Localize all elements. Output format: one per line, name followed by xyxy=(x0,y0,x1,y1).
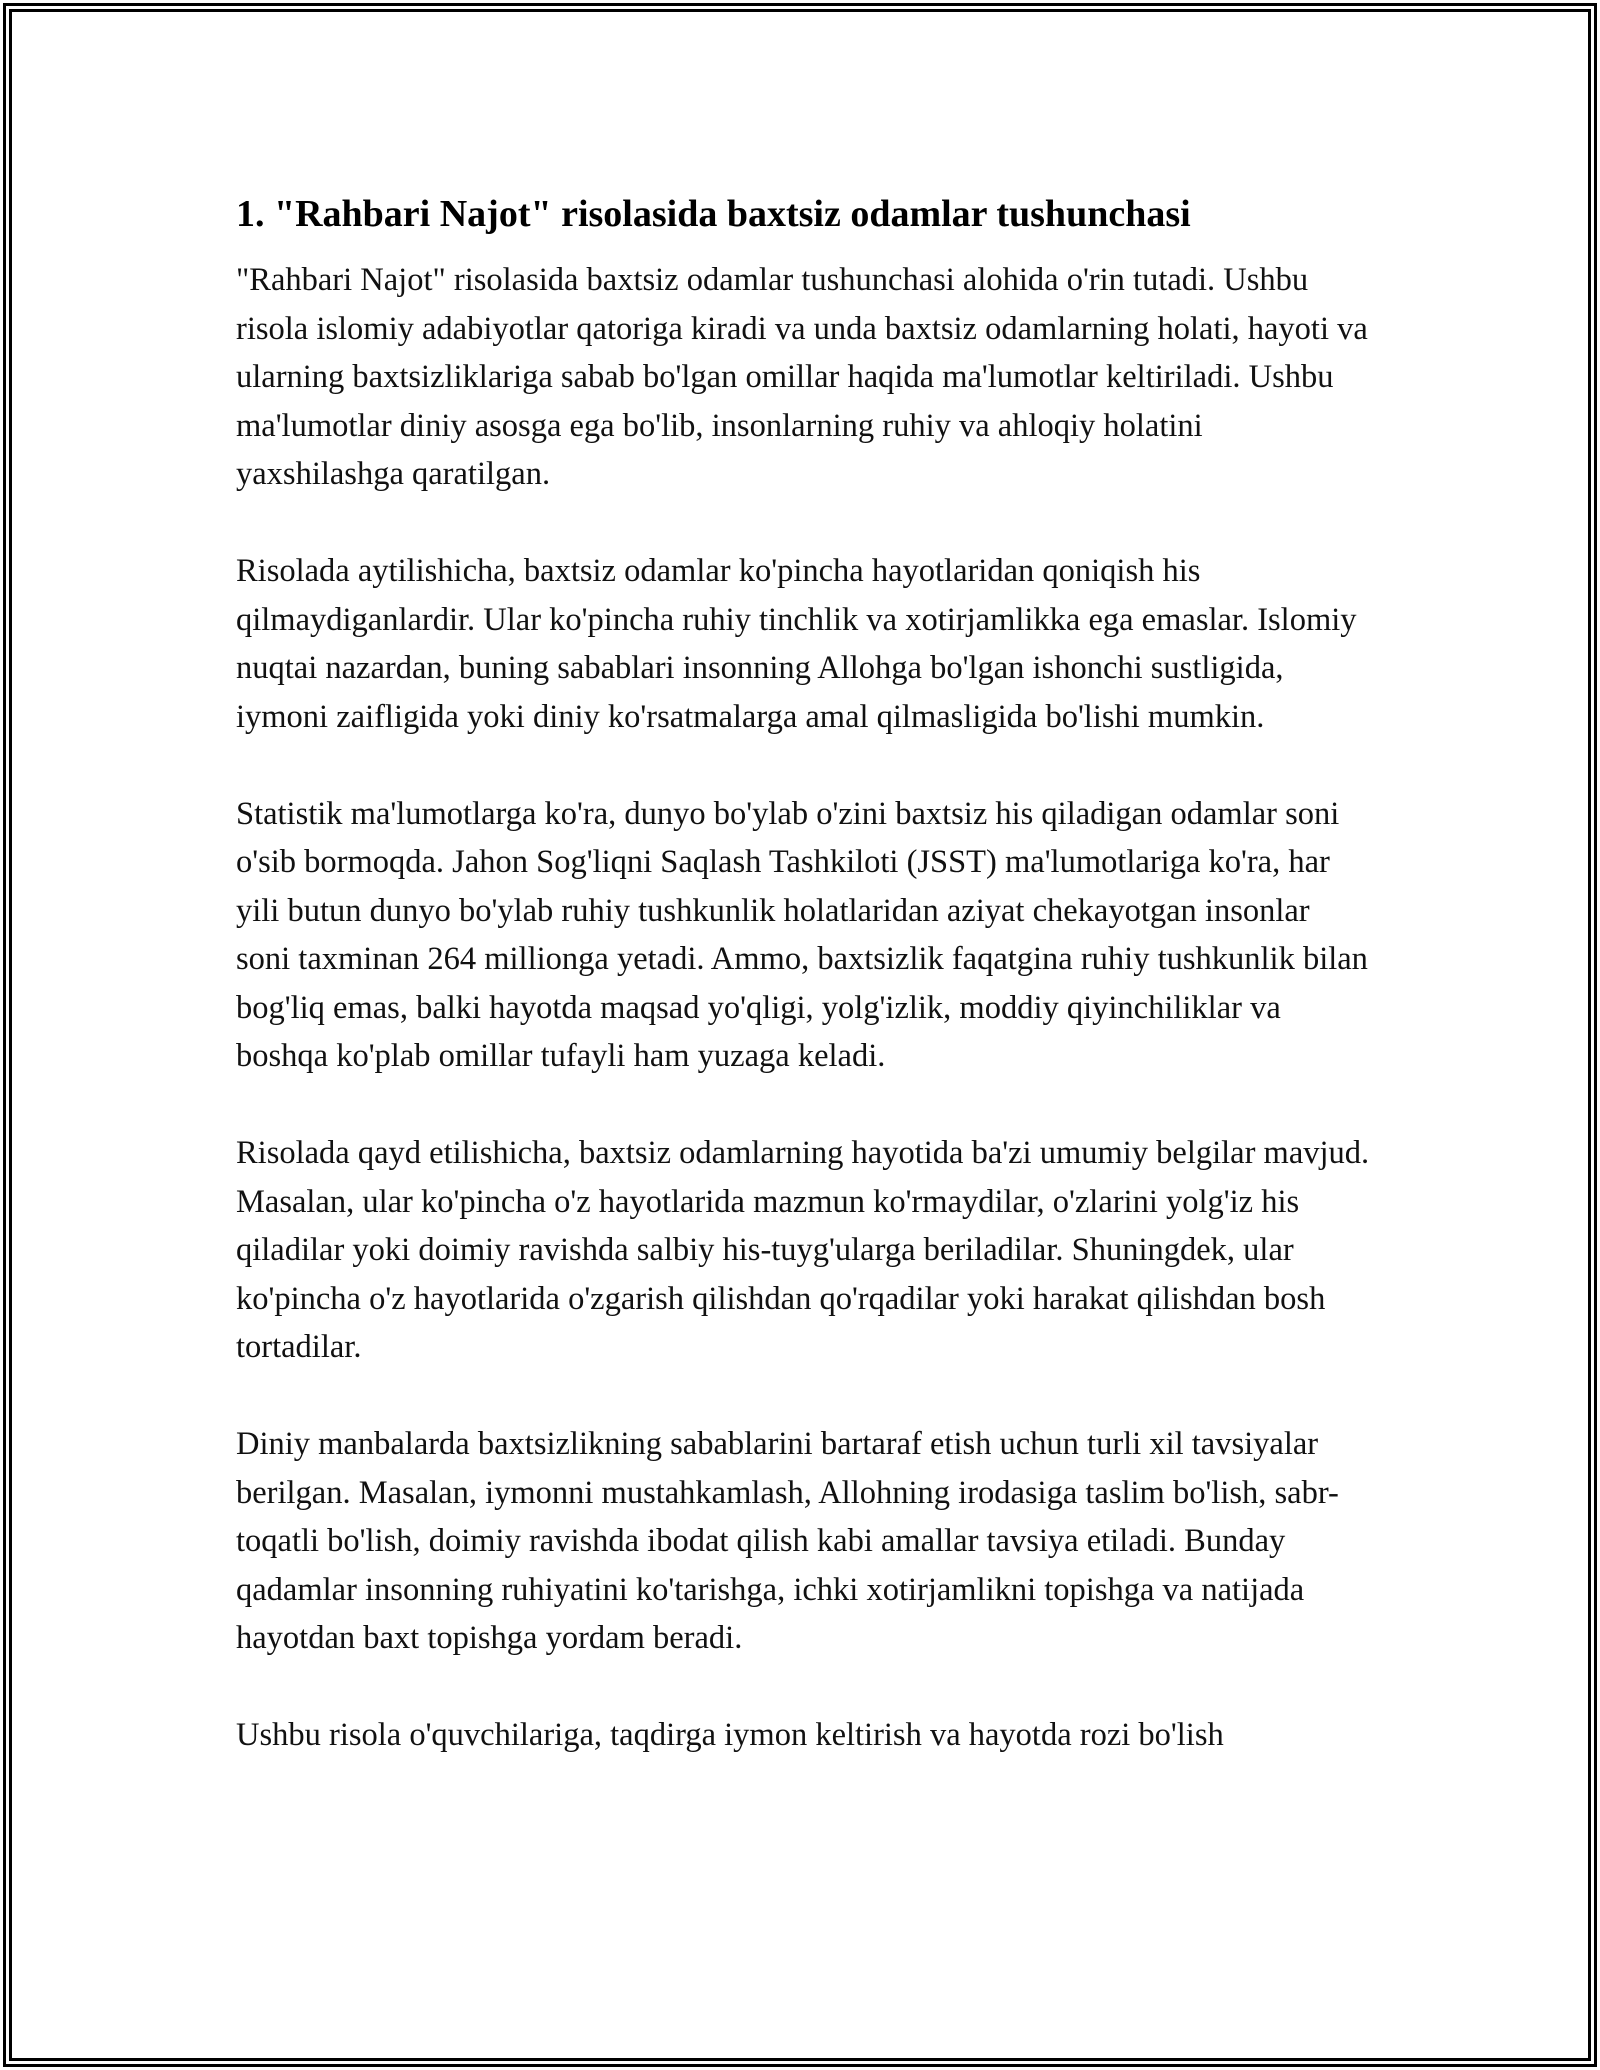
paragraph-5: Diniy manbalarda baxtsizlikning sabablarini bartaraf etish uchun turli xil tavsiyalar berilgan. Masalan, iymonni mustahkamlash, Allohning irodasiga taslim bo'lish, sabr-toqatli bo'lish, doimiy ravishda ibodat qilish kabi amallar tavsiya etiladi. Bunday qadamlar insonning ruhiyatini ko'tarishga, ichki xotirjamlikni topishga va natijada hayotdan baxt topishga yordam beradi. xyxy=(236,1426,1339,1656)
paragraph-2: Risolada aytilishicha, baxtsiz odamlar ko'pincha hayotlaridan qoniqish his qilmaydiganlardir. Ular ko'pincha ruhiy tinchlik va xotirjamlikka ega emaslar. Islomiy nuqtai nazardan, buning sabablari insonning Allohga bo'lgan ishonchi sustligida, iymoni zaifligida yoki diniy ko'rsatmalarga amal qilmasligida bo'lishi mumkin. xyxy=(236,553,1357,735)
section-heading: 1. "Rahbari Najot" risolasida baxtsiz odamlar tushunchasi xyxy=(236,193,1191,235)
paragraph-4: Risolada qayd etilishicha, baxtsiz odamlarning hayotida ba'zi umumiy belgilar mavjud. Masalan, ular ko'pincha o'z hayotlarida mazmun ko'rmaydilar, o'zlarini yolg'iz his qiladilar yoki doimiy ravishda salbiy his-tuyg'ularga beriladilar. Shuningdek, ular ko'pincha o'z hayotlarida o'zgarish qilishdan qo'rqadilar yoki harakat qilishdan bosh tortadilar. xyxy=(236,1135,1370,1365)
document-body xyxy=(236,188,1371,1808)
paragraph-6: Ushbu risola o'quvchilariga, taqdirga iymon keltirish va hayotda rozi bo'lish xyxy=(236,1717,1224,1753)
paragraph-3: Statistik ma'lumotlarga ko'ra, dunyo bo'ylab o'zini baxtsiz his qiladigan odamlar soni o'sib bormoqda. Jahon Sog'liqni Saqlash Tashkiloti (JSST) ma'lumotlariga ko'ra, har yili butun dunyo bo'ylab ruhiy tushkunlik holatlaridan aziyat chekayotgan insonlar soni taxminan 264 millionga yetadi. Ammo, baxtsizlik faqatgina ruhiy tushkunlik bilan bog'liq emas, balki hayotda maqsad yo'qligi, yolg'izlik, moddiy qiyinchiliklar va boshqa ko'plab omillar tufayli ham yuzaga keladi. xyxy=(236,795,1368,1074)
paragraph-1: "Rahbari Najot" risolasida baxtsiz odamlar tushunchasi alohida o'rin tutadi. Ushbu risola islomiy adabiyotlar qatoriga kiradi va unda baxtsiz odamlarning holati, hayoti va ularning baxtsizliklariga sabab bo'lgan omillar haqida ma'lumotlar keltiriladi. Ushbu ma'lumotlar diniy asosga ega bo'lib, insonlarning ruhiy va ahloqiy holatini yaxshilashga qaratilgan. xyxy=(236,262,1368,492)
